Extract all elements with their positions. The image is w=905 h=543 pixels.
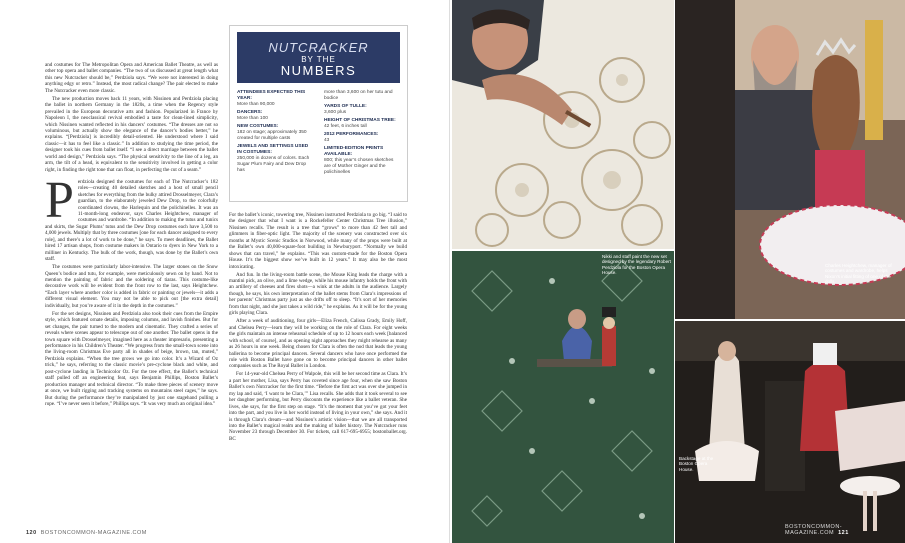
caption-set-painting: Nikki and staff paint the new set designed by the legendary Robert Perdziola for the Boston Opera House. — [602, 254, 671, 276]
photo-costume-fitting — [675, 0, 905, 319]
caption-backstage: Backstage at the Boston Opera House. — [679, 456, 714, 472]
pattern-painting-illustration — [452, 0, 674, 249]
stat-item: more than 3,600 on her tutu and bodice — [324, 90, 393, 101]
sidebar-column-b — [324, 90, 400, 178]
sidebar-title-line2: BY THE — [301, 55, 336, 64]
left-page-footer — [22, 530, 147, 536]
sidebar-title-line3: NUMBERS — [280, 63, 357, 78]
stat-item: NEW COSTUMES: 182 on stage; approximately 350 created for multiple casts — [237, 124, 307, 141]
photo-backstage — [675, 321, 905, 543]
text-column-2 — [229, 212, 407, 510]
backstage-illustration — [675, 321, 905, 543]
paragraph: The costumes were particularly labor-intensive. The larger stones on the Snow Queen’s bodice and tutu, for example, were meticulously sewn on by hand. Not to mention the painting of fabric and the soldering of tiaras. This costume-like decorative work will be evident from the front row to the last, says Heightchew. “Each layer where another color is added in fabric or painting or jewels—it adds a different visual element. You may not be able to pick out [the extra detail] individually, but you’re aware of it in the depth in the costumes.” — [45, 264, 218, 309]
photo-set-painting — [452, 251, 674, 543]
paragraph: And fun. In the living-room battle scene, the Mouse King leads the charge with a mantini pick, an olive, and a lime wedge, while his mouse infantry holds the front with an artillery of cheeses and fires shots—a wink at the adults in the audience. Largely though, he says, his own interpretation of the ballet stems from Clara’s impressions of her parents’ Christmas party just as she drifts off to sleep. “It’s sort of her memories from that night, and she just takes a wild ride,” he explains. As it will be for the young girls playing Clara. — [229, 271, 407, 317]
right-page-footer — [785, 524, 905, 536]
text-column-1 — [45, 62, 218, 508]
paragraph: For 14-year-old Chelsea Perry of Walpole, this will be her second time as Clara. It’s a part her mother, Lisa, says Perry has coveted since age four, when she saw Boston Ballet’s own Nutcracker for the first time. “Before the first act was over she jumped in my lap and said, ‘I want to be Clara,’” Lisa recalls. She adds that it took several to see her daughter performing, but Perry discounts the experience like a ballet veteran. She lives, she says, for the first step on stage. “It’s the moment that you’ve got your feet into the part, and you live in her world instead of living in your own,” she says. And it is through Clara’s dream—and Nissinen’s artistic vision—that we are all transported into the Ballet’s magical realm and the making of ballet history. The Nutcracker runs November 23 through December 30. For tickets, call 617-695-6955; bostonballet.org. BC — [229, 371, 407, 442]
stat-item: ATTENDEES EXPECTED THIS YEAR: More than 90,000 — [237, 90, 306, 107]
caption-costume-fitting: Charles Heightchew, manager of costumes and wardrobe, helps Nixon's initial fitting of one of the dolls. — [825, 263, 892, 285]
right-page — [450, 0, 905, 543]
paragraph: For the set designs, Nissinen and Perdziola also took their cues from the Empire style, which featured ornate details, imposing columns, and lavish finishes. But for set changes, the pair turned to the modern and cinematic. They crafted a series of reveals where scenes appear to telescope out of one another. The ballet opens in the town square with Drosselmeyer, imagined here as a theater impresario, presenting a performance in his Children’s Theater. “We progress from the small-town scene into the living-room Christmas Eve party all in shades of beige, brown, tan, muted,” Perdziola explains. “When the tree grows we go into color. It’s a Wizard of Oz trick,” he says, referring to the classic movie’s pre-cyclone black and white, and post-cyclone landing in Technicolor Oz. For the tree effect, the Ballet’s technical staff pulled off an engineering feat, says Benjamin Phillips, Boston Ballet’s production manager and technical director. “To make three pieces of scenery move at once, we built rigging and tracking systems on mountains steel cages,” he says. But during the performance they’re manipulated by just one stagehand pulling a rope. “I’ve never seen it before,” Phillips says. “It was very much an original idea.” — [45, 310, 218, 408]
nutcracker-numbers-sidebar — [229, 25, 408, 202]
dropcap-letter: P — [45, 171, 74, 229]
sidebar-title-line1: NUTCRACKER — [268, 40, 369, 55]
photo-pattern-painting — [452, 0, 674, 249]
set-painting-illustration — [452, 251, 674, 543]
page-number: 121 — [838, 530, 849, 536]
stat-item: DANCERS: More than 100 — [237, 110, 268, 121]
paragraph: After a week of auditioning, four girls—Eliza French, Calissa Grady, Emily Hoff, and Chelsea Perry—learn they will be working on the role of Clara. For eight weeks the girls maintain an intense rehearsal schedule of up to 12 hours each week [balanced with school, of course], and as opening night approaches they might rehearse as many as 26 hours in one week. Being chosen for Clara is often the nod that leads the young ballerina to become principal dancers. Several dancers who have once performed the role with Boston Ballet have gone on to become principal dancers in other ballet companies such as The Royal Ballet in London. — [229, 318, 407, 370]
paragraph: For the ballet’s iconic, towering tree, Nissinen instructed Perdziola to go big. “I said to the designer that what I want is a Rockefeller Center Christmas Tree illusion,” Nissinen recalls. The result is a tree that “grows” to more than 42 feet tall and glimmers in fiber-optic light. The majority of the scenery was constructed over six months at Mystic Scenic Studios in Norwood, while many of the props were built at the Ballet’s own 40,000-square-foot building in Newburyport. “Normally we build shows that can travel,” he explains. “This was custom-made for the Boston Opera House. It’s the biggest show we’ve built in 12 years.” It may also be the most intoxicating. — [229, 212, 407, 270]
left-page — [0, 0, 450, 543]
paragraph: The new production moves back 11 years, with Nissinen and Perdziola placing the ballet in northern Germany in the 1820s, a time when the Regency style prevailed in the European decorative arts and fashion. Popularized in France by Napoleon I, the neoclassical revival embodied a taste for clean-lined simplicity, which Nissinen wanted reflected in his dancers’ costumes. “The dresses are not so voluminous, but actually show the elegance of the dancer’s bodies better,” he explains. “[Perdziola] is incredibly detail-oriented. He understood where I said classic—it has to feel like a classic.” In addition to studying the time period, the designer took his cues from ballet itself. “I see a direct marriage between the ballet world and design,” Perdziola says. “The physical sensitivity to the line of a leg, an arm, the tilt of a head, is equivalent to the sensitivity involved in getting a color right, in finding the right tone that can float, in perfecting the cut of a seam.” — [45, 95, 218, 173]
dropcap-paragraph-text: erdziola designed the costumes for each of The Nutcracker’s 182 roles—creating 40 detailed sketches and a host of small pencil sketches for everything from the bulky attired Drosselmeyer, Clara’s guardian, to the elaborately jeweled Dew Drop, to the colorfully coordinated clowns, the Harlequin and the polichinelles. It was an 11-month-long endeavor, says Charles Heightchew, manager of costumes and wardrobe. “In addition to making the tutus and tunics and skirts, the Sugar Plums’ tutus and the Dew Drop costumes each have 3,500 to 4,000 jewels. Multiply that by three costumes [one for each dancer assigned to every role], and there’s a lot of work to be done,” he says. To meet deadlines, the Ballet hired 17 artisan shops, from costume makers in Ontario to dyers in New York to a milliner in Kentucky. The bulk of the work, though, was done by the Ballet’s own staff. — [45, 178, 218, 263]
footer-site: BOSTONCOMMON-MAGAZINE.COM — [40, 530, 147, 536]
stat-item: 2012 PERFORMANCES: 43 — [324, 132, 379, 143]
sidebar-title-block — [237, 32, 400, 83]
stat-item: LIMITED-EDITION PRINTS AVAILABLE: 800; this year’s chosen sketches are of Mother Ginger and the polichinelles — [324, 146, 394, 175]
footer-site: BOSTONCOMMON-MAGAZINE.COM — [785, 524, 843, 536]
stat-item: HEIGHT OF CHRISTMAS TREE: 42 feet, 6 inches tall — [324, 118, 396, 129]
stat-item: YARDS OF TULLE: 3,600 plus — [324, 104, 367, 115]
dropcap-paragraph — [45, 171, 218, 263]
sidebar-column-a — [237, 90, 313, 176]
page-number: 120 — [26, 530, 37, 536]
paragraph: and costumes for The Metropolitan Opera and American Ballet Theatre, as well as other top opera and ballet companies. “The two of us discussed at great length what this new Nutcracker should be,” Perdziola says. “We were not interested in doing anything edgy or retro.” Instead, the most radical change? The pair elected to make The Nutcracker even more classic. — [45, 62, 218, 94]
stat-item: JEWELS AND SETTINGS USED IN COSTUMES: 250,000 in dozens of colors. Each Sugar Plum Fairy and Dew Drop has — [237, 144, 310, 173]
